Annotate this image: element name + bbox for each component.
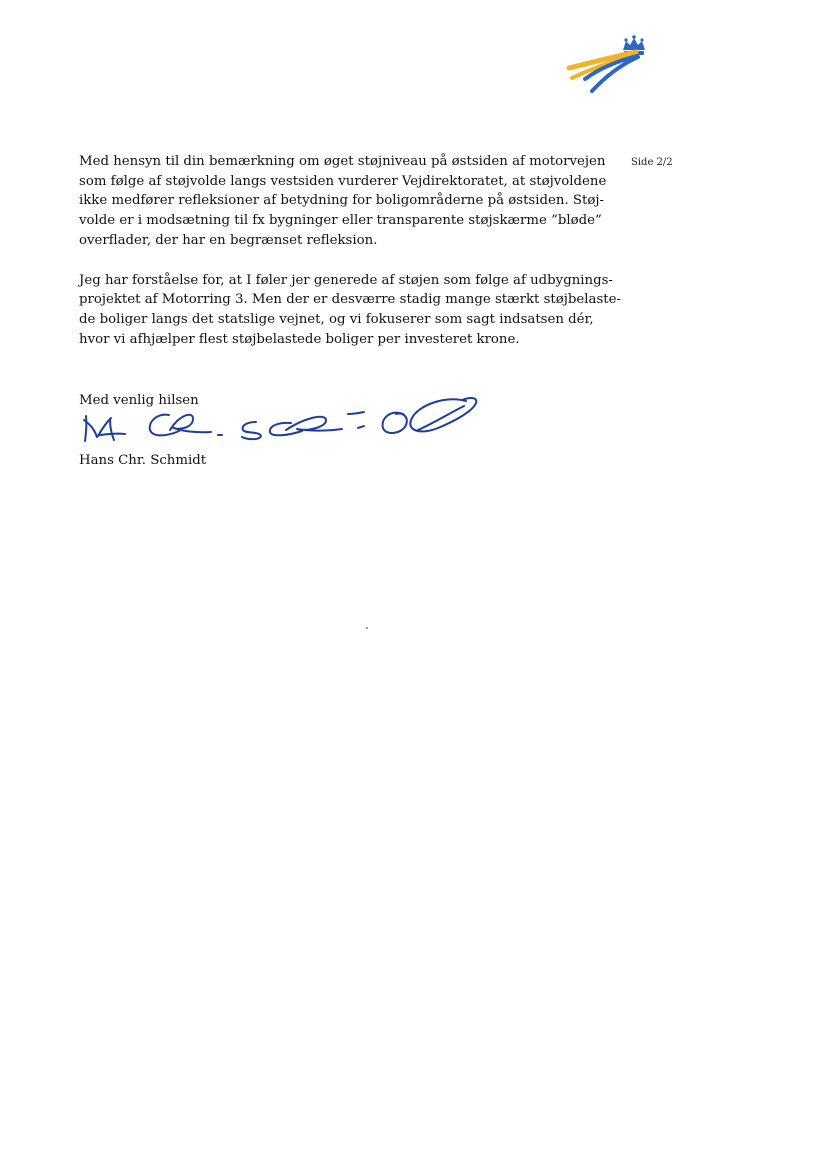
paragraph-line: projektet af Motorring 3. Men der er desværre stadig mange stærkt støjbelaste- [79,292,621,308]
handwritten-signature [72,388,482,448]
scan-artifact-dot [366,627,368,629]
paragraph-line: Jeg har forståelse for, at I føler jer generede af støjen som følge af udbygnings- [79,272,613,288]
closing-greeting: Med venlig hilsen [79,393,199,408]
paragraph-line: volde er i modsætning til fx bygninger eller transparente støjskærme ”bløde” [79,213,602,229]
paragraph-line: ikke medfører refleksioner af betydning for boligområderne på østsiden. Støj- [79,193,604,209]
signer-name: Hans Chr. Schmidt [79,453,207,468]
paragraph-noise-reflection [79,152,607,251]
paragraph-line: hvor vi afhjælper flest støjbelastede boliger per investeret krone. [79,331,520,347]
letter-body [79,152,621,349]
paragraph-line: som følge af støjvolde langs vestsiden vurderer Vejdirektoratet, at støjvoldene [79,173,607,189]
paragraph-line: de boliger langs det statslige vejnet, og vi fokuserer som sagt indsatsen dér, [79,311,594,327]
paragraph-motorring-project [79,271,621,350]
road-lines-icon [569,52,638,91]
paragraph-line: Med hensyn til din bemærkning om øget støjniveau på østsiden af motorvejen [79,154,606,169]
vejdirektoratet-logo [562,34,654,98]
page-number: Side 2/2 [631,157,673,168]
paragraph-line: overflader, der har en begrænset refleksion. [79,232,378,248]
